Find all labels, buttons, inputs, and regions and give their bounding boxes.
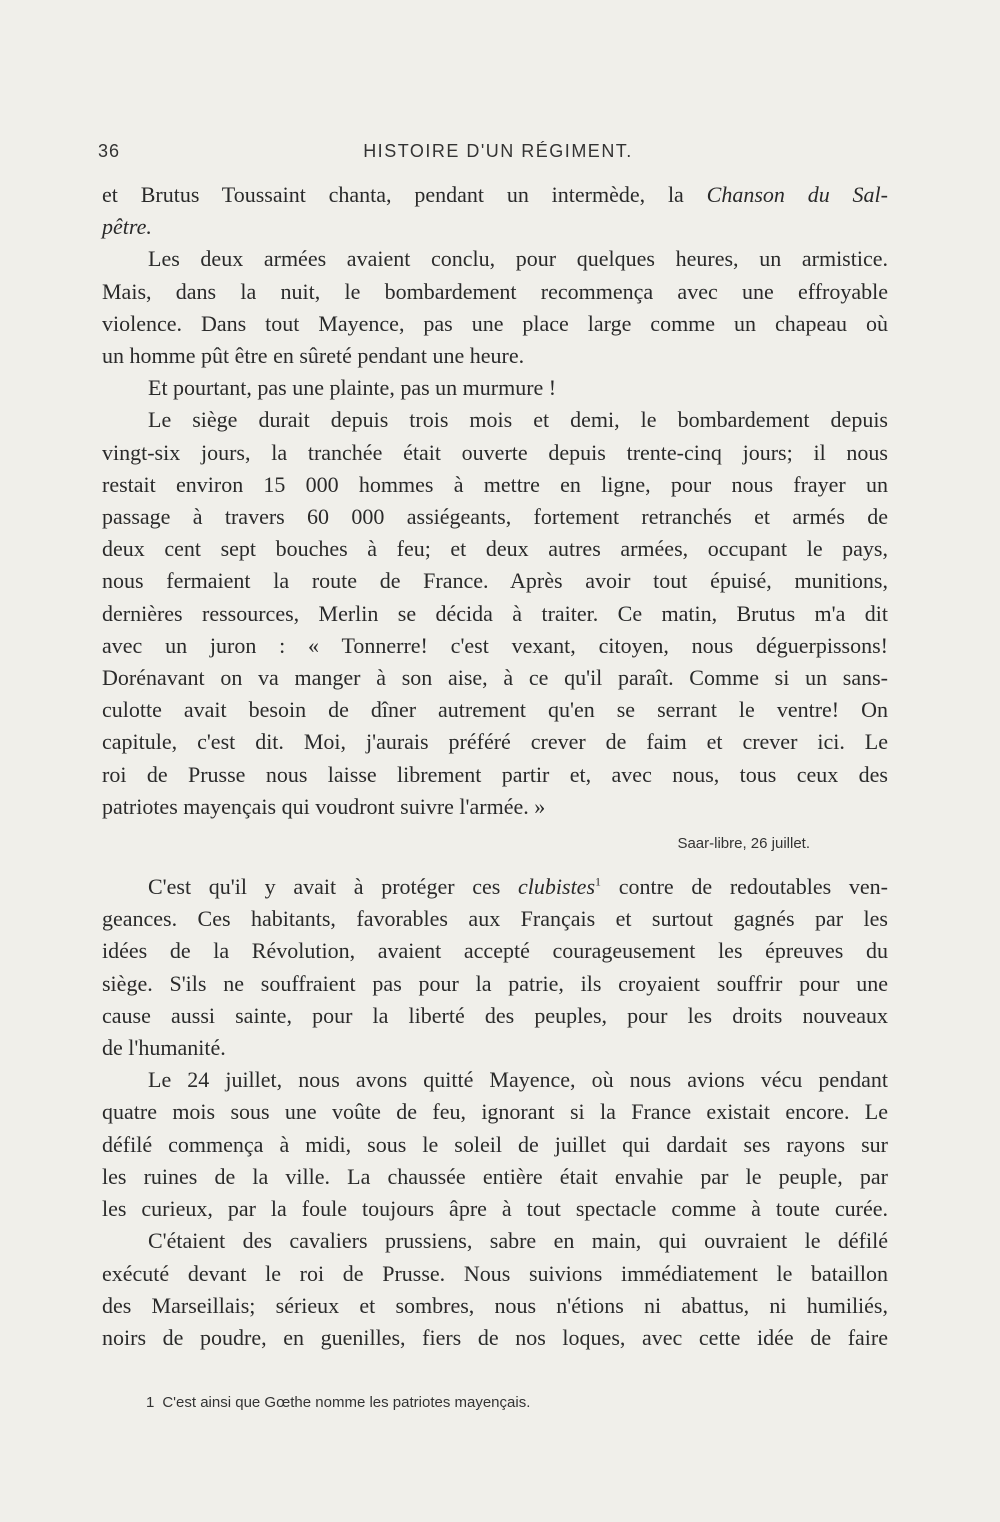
text-line: quatre mois sous une voûte de feu, ignorant si la France existait encore. Le [102,1099,888,1125]
body-text [102,179,888,1354]
italic-title: Chanson du Sal- [706,182,888,207]
text-line: cause aussi sainte, pour la liberté des peuples, pour les droits nouveaux [102,1002,888,1028]
text-segment: C'est qu'il y avait à protéger ces [148,874,519,900]
text-line: des Marseillais; sérieux et sombres, nous n'étions ni abattus, ni humiliés, [102,1292,888,1318]
text-segment: contre de redoutables ven- [601,874,889,900]
text-line: geances. Ces habitants, favorables aux Français et surtout gagnés par les [102,906,888,932]
text-line: idées de la Révolution, avaient accepté courageusement les épreuves du [102,938,888,964]
text-line: patriotes mayençais qui voudront suivre l'armée. » [102,793,546,819]
text-line: Le 24 juillet, nous avons quitté Mayence, où nous avions vécu pendant [148,1067,888,1093]
text-line: deux cent sept bouches à feu; et deux autres armées, occupant le pays, [102,536,888,562]
page-number: 36 [98,141,121,161]
text-line: Les deux armées avaient conclu, pour quelques heures, un armistice. [148,246,888,272]
text-line: noirs de poudre, en guenilles, fiers de nos loques, avec cette idée de faire [102,1324,888,1350]
footnote [146,1394,846,1411]
footnote-mark: 1 [146,1394,155,1411]
text-line: les ruines de la ville. La chaussée entière était envahie par le peuple, par [102,1163,888,1189]
text-line: Le siège durait depuis trois mois et demi, le bombardement depuis [148,407,888,433]
text-line: passage à travers 60 000 assiégeants, fortement retranchés et armés de [102,504,888,530]
text-line: avec un juron : « Tonnerre! c'est vexant, citoyen, nous déguerpissons! [102,632,888,658]
italic-word: clubistes [518,874,596,900]
text-line: défilé commença à midi, sous le soleil de juillet qui dardait ses rayons sur [102,1131,888,1157]
text-line: vingt-six jours, la tranchée était ouverte depuis trente-cinq jours; il nous [102,439,888,465]
italic-title: pêtre. [102,214,152,240]
dateline: Saar-libre, 26 juillet. [677,835,810,853]
text-line: siège. S'ils ne souffraient pas pour la patrie, ils croyaient souffrir pour une [102,970,888,996]
text-line: les curieux, par la foule toujours âpre à tout spectacle comme à toute curée. [102,1196,888,1222]
text-line: nous fermaient la route de France. Après avoir tout épuisé, munitions, [102,568,888,594]
text-line: exécuté devant le roi de Prusse. Nous suivions immédiatement le bataillon [102,1260,888,1286]
text-line [102,871,888,903]
text-line: C'étaient des cavaliers prussiens, sabre en main, qui ouvraient le défilé [148,1228,888,1254]
text-line: capitule, c'est dit. Moi, j'aurais préféré crever de faim et crever ici. Le [102,729,888,755]
footnote-text: C'est ainsi que Gœthe nomme les patriotes mayençais. [162,1394,531,1411]
text-line [102,179,888,211]
text-line: violence. Dans tout Mayence, pas une place large comme un chapeau où [102,310,888,336]
text-line: Et pourtant, pas une plainte, pas un murmure ! [148,375,557,401]
text-line [102,211,888,243]
text-line: roi de Prusse nous laisse librement partir et, avec nous, tous ceux des [102,761,888,787]
text-line: de l'humanité. [102,1035,226,1061]
text-line: restait environ 15 000 hommes à mettre en ligne, pour nous frayer un [102,471,888,497]
footnote-ref[interactable]: 1 [595,874,602,889]
text-line: Mais, dans la nuit, le bombardement recommença avec une effroyable [102,278,888,304]
running-head [98,141,898,171]
text-line: Dorénavant on va manger à son aise, à ce qu'il paraît. Comme si un sans- [102,665,888,691]
text-line: un homme pût être en sûreté pendant une heure. [102,343,525,369]
text-line: dernières ressources, Merlin se décida à traiter. Ce matin, Brutus m'a dit [102,600,888,626]
text-line: culotte avait besoin de dîner autrement qu'en se serrant le ventre! On [102,697,888,723]
running-title: HISTOIRE D'UN RÉGIMENT. [363,141,633,161]
text-segment: et Brutus Toussaint chanta, pendant un intermède, la [102,182,707,207]
